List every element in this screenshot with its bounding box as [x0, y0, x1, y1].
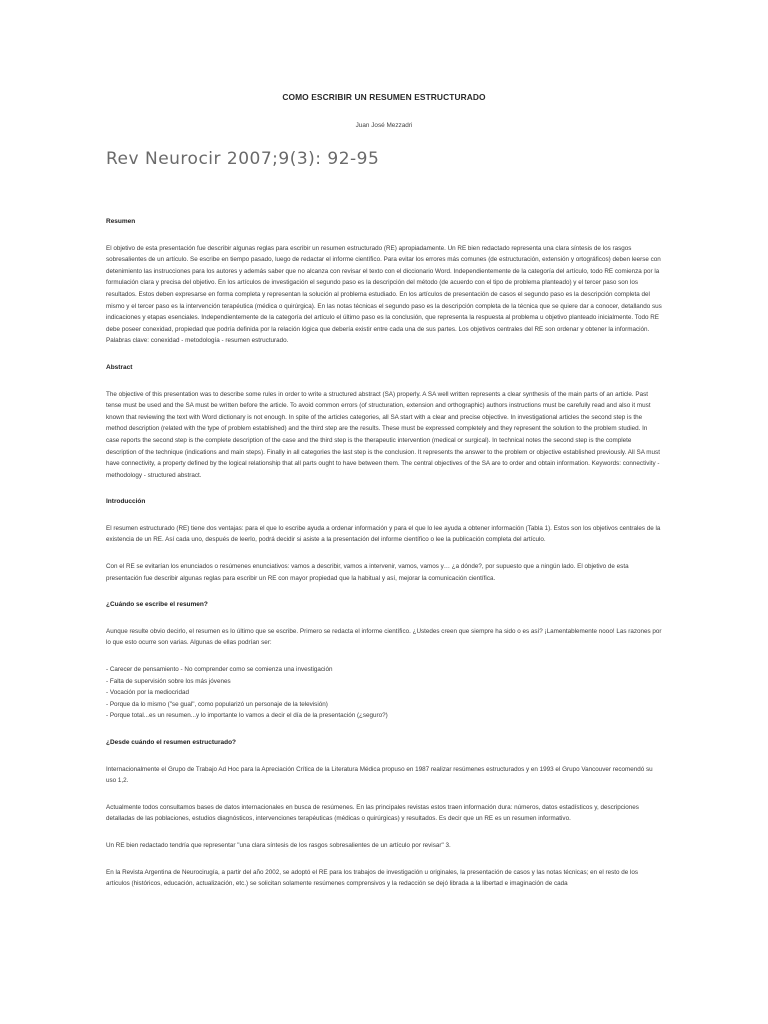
list-item: - Carecer de pensamiento - No comprender como se comienza una investigación [106, 666, 333, 674]
section-heading-desde: ¿Desde cuándo el resumen estructurado? [106, 739, 237, 746]
author-name: Juan José Mezzadri [355, 122, 413, 129]
article-body [106, 216, 662, 890]
abstract-text: The objective of this presentation was to describe some rules in order to write a structured abstract (SA) properly. A SA well written represents a clear synthesis of the main parts of an article. Past tense must be used and the SA must be written before the article. To avoid common errors (of structuration, extension and orthographic) authors instructions must be carefully read and also it must known that reviewing the text with Word dictionary is not enough. In spite of the articles categories, all SA start with a clear and precise objective. In investigational articles the second step is the method description (related with the type of problem established) and the third step are the results. These must be expressed completely and they represent the solution to the problem studied. In case reports the second step is the complete description of the case and the third step is the therapeutic intervention (medical or surgical). In technical notes the second step is the complete description of the technique (indications and main steps). Finally in all categories the last step is the conclusion. It represents the answer to the problem or objective established previously. All SA must have connectivity, a property defined by the logical relationship that all parts ought to have between them. The central objectives of the SA are to order and obtain information. Keywords: connectivity - methodology - structured abstract. [106, 390, 660, 479]
desde-paragraph-4: En la Revista Argentina de Neurocirugía, a partir del año 2002, se adoptó el RE para los trabajos de investigación u originales, la presentación de casos y las notas técnicas; en el resto de los artículos (históricos, educación, actualización, etc.) se solicitan solamente resúmenes comprensivos y la redacción se dejó librada a la libertad e imaginación de cada [106, 868, 639, 888]
section-heading-abstract: Abstract [106, 363, 133, 371]
desde-paragraph-2: Actualmente todos consultamos bases de datos internacionales en busca de resúmenes. En las principales revistas estos traen información dura: números, datos estadísticos y, descripciones detalladas de las poblaciones, estudios diagnósticos, intervenciones terapéuticas (médicas o quirúrgicas) y resultados. Es decir que un RE es un resumen informativo. [106, 803, 639, 823]
section-heading-resumen: Resumen [106, 218, 136, 225]
list-item: - Porque total...es un resumen...y lo importante lo vamos a decir el día de la presentación (¿seguro?) [106, 712, 388, 720]
section-heading-introduccion: Introducción [106, 498, 146, 506]
list-item: - Falta de supervisión sobre los más jóvenes [106, 677, 231, 685]
list-item: - Vocación por la mediocridad [106, 689, 189, 697]
desde-paragraph-3: Un RE bien redactado tendría que representar "una clara síntesis de los rasgos sobresalientes de un artículo por revisar" 3. [106, 841, 451, 849]
desde-paragraph-1: Internacionalmente el Grupo de Trabajo Ad Hoc para la Apreciación Crítica de la Literatura Médica propuso en 1987 realizar resúmenes estructurados y en 1993 el Grupo Vancouver recomendó su uso 1,2. [106, 765, 653, 785]
list-item: - Porque da lo mismo ("se gual", como popularizó un personaje de la televisión) [106, 700, 328, 708]
introduccion-paragraph-1: El resumen estructurado (RE) tiene dos ventajas: para el que lo escribe ayuda a ordenar información y para el que lo lee ayuda a obtener información (Tabla 1). Estos son los objetivos centrales de la existencia de un RE. Así cada uno, después de leerlo, podrá decidir si asiste a la presentación del informe científico o lee la publicación completa del artículo. [106, 524, 661, 544]
document-title: COMO ESCRIBIR UN RESUMEN ESTRUCTURADO [282, 92, 486, 102]
introduccion-paragraph-2: Con el RE se evitarían los enunciados o resúmenes enunciativos: vamos a describir, vamos a intervenir, vamos, vamos y… ¿a dónde?, por supuesto que a ningún lado. El objetivo de esta presentación fue describir algunas reglas para escribir un RE con mayor propiedad que la habitual y así, mejorar la comunicación científica. [106, 563, 629, 582]
resumen-text: El objetivo de esta presentación fue describir algunas reglas para escribir un resumen estructurado (RE) apropiadamente. Un RE bien redactado representa una clara síntesis de los rasgos sobresalientes de un artículo. Se escribe en tiempo pasado, luego de redactar el informe científico. Para evitar los errores más comunes (de estructuración, extensión y ortográficos) deben leerse con detenimiento las instrucciones para los autores y además saber que no alcanza con revisar el texto con el diccionario Word. Independientemente de la categoría del artículo, todo RE comienza por la formulación clara y precisa del objetivo. En los artículos de investigación el segundo paso es la descripción del método (de acuerdo con el tipo de problema planteado) y el tercer paso son los resultados. Estos deben expresarse en forma completa y representan la solución al problema estudiado. En los artículos de presentación de casos el segundo paso es la descripción completa del mismo y el tercer paso es la intervención terapéutica (médica o quirúrgica). En las notas técnicas el segundo paso es la descripción completa de la técnica que se quiere dar a conocer, detallando sus indicaciones y etapas esenciales. Independientemente de la categoría del artículo el último paso es la conclusión, que representa la respuesta al problema u objetivo planteado inicialmente. Todo RE debe poseer conexidad, propiedad que podría definida por la relación lógica que debería existir entre cada una de sus partes. Los objetivos centrales del RE son ordenar y obtener la información. Palabras clave: conexidad - metodología - resumen estructurado. [106, 244, 662, 345]
section-heading-cuando: ¿Cuándo se escribe el resumen? [106, 601, 208, 609]
journal-citation: Rev Neurocir 2007;9(3): 92-95 [106, 149, 380, 169]
cuando-paragraph-1: Aunque resulte obvio decirlo, el resumen es lo último que se escribe. Primero se redacta el informe científico. ¿Ustedes creen que siempre ha sido o es así? ¡Lamentablemente nooo! Las razones por lo que esto ocurre son varias. Algunas de ellas podrían ser: [106, 627, 662, 647]
